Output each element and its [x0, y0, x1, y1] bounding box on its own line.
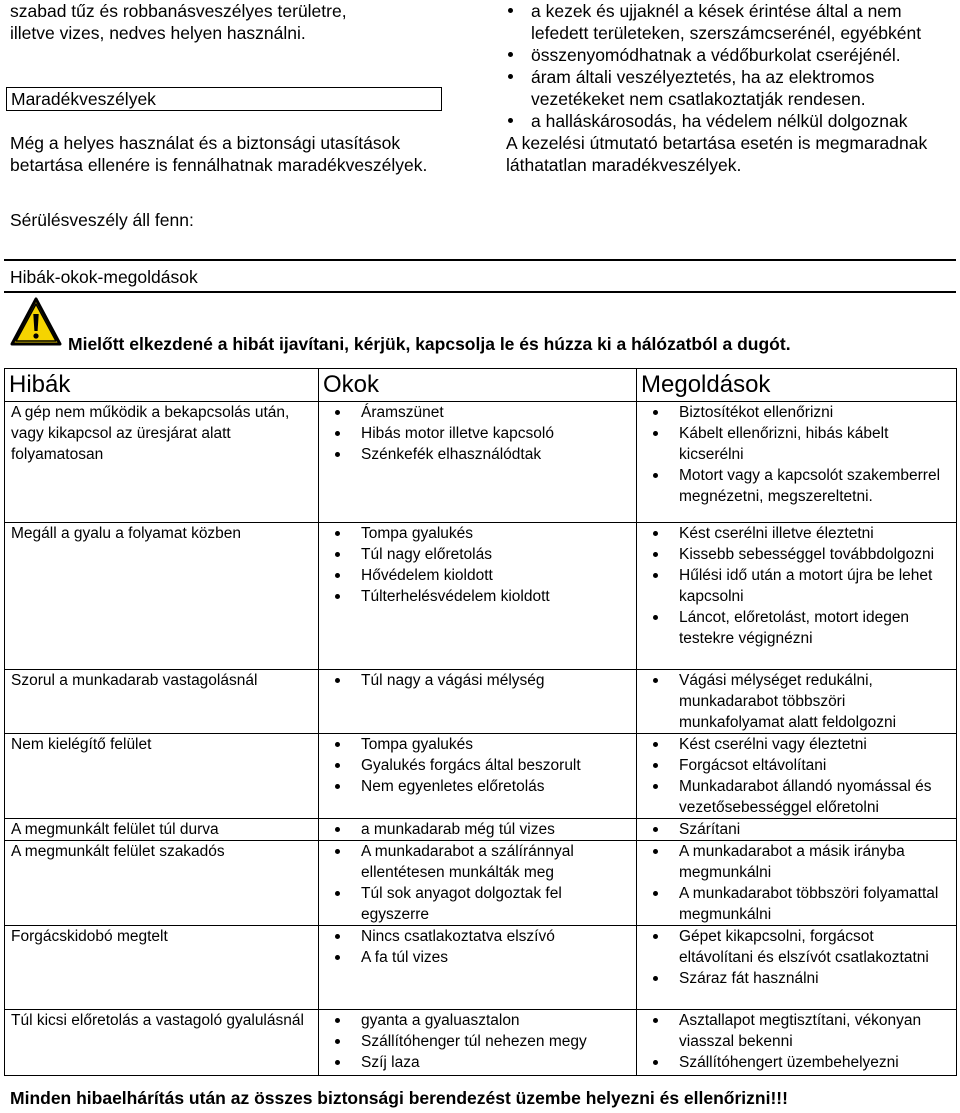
warning-text: Mielőtt elkezdené a hibát ijavítani, kérjük, kapcsolja le és húzza ki a hálózatból a dugót.: [68, 334, 791, 354]
bullet-icon: [653, 849, 658, 854]
list-item: A munkadarabot a szálíránnyal ellentétesen munkálták meg: [319, 841, 632, 883]
list-item: Szállítóhengert üzembehelyezni: [637, 1052, 952, 1073]
causes-cell: [319, 670, 637, 734]
bullet-icon: [508, 8, 513, 13]
residual-risk-title: Maradékveszélyek: [11, 89, 156, 109]
causes-cell: [319, 402, 637, 523]
fault-cell: Forgácskidobó megtelt: [5, 926, 319, 1010]
injury-intro: Sérülésveszély áll fenn:: [10, 210, 194, 230]
bullet-icon: [335, 955, 340, 960]
column-header-causes: Okok: [319, 369, 637, 402]
list-item: Motort vagy a kapcsolót szakemberrel megnézetni, megszereltetni.: [637, 465, 952, 507]
bullet-icon: [653, 678, 658, 683]
bullet-icon: [653, 742, 658, 747]
causes-cell: [319, 926, 637, 1010]
list-item: Gépet kikapcsolni, forgácsot eltávolítani és elszívót csatlakoztatni: [637, 926, 952, 968]
solutions-cell: [637, 926, 957, 1010]
residual-risk-closing: A kezelési útmutató betartása esetén is megmaradnak láthatatlan maradékveszélyek.: [506, 133, 928, 175]
bullet-icon: [653, 473, 658, 478]
list-item: Túl sok anyagot dolgoztak fel egyszerre: [319, 883, 632, 925]
bullet-icon: [653, 934, 658, 939]
table-row: [5, 523, 957, 670]
intro-line-2: illetve vizes, nedves helyen használni.: [10, 23, 306, 43]
list-item: Kést cserélni illetve éleztetni: [637, 523, 952, 544]
bullet-icon: [508, 74, 513, 79]
table-row: [5, 819, 957, 841]
fault-cell: Nem kielégítő felület: [5, 734, 319, 819]
list-item: Nem egyenletes előretolás: [319, 776, 632, 797]
list-item: Nincs csatlakoztatva elszívó: [319, 926, 632, 947]
bullet-icon: [653, 976, 658, 981]
list-item: Gyalukés forgács által beszorult: [319, 755, 632, 776]
residual-risk-list: [506, 0, 956, 132]
bullet-icon: [653, 552, 658, 557]
bullet-icon: [335, 1039, 340, 1044]
solutions-cell: [637, 670, 957, 734]
bullet-icon: [653, 1018, 658, 1023]
fault-cell: A gép nem működik a bekapcsolás után, vagy kikapcsol az üresjárat alatt folyamatosan: [5, 402, 319, 523]
list-item: Kissebb sebességgel továbbdolgozni: [637, 544, 952, 565]
bullet-icon: [335, 849, 340, 854]
bullet-icon: [335, 891, 340, 896]
table-row: [5, 841, 957, 926]
bullet-icon: [653, 531, 658, 536]
list-item: Tompa gyalukés: [319, 523, 632, 544]
bullet-icon: [335, 742, 340, 747]
list-item: A munkadarabot többszöri folyamattal megmunkálni: [637, 883, 952, 925]
bullet-icon: [653, 431, 658, 436]
bullet-icon: [335, 594, 340, 599]
list-item: összenyomódhatnak a védőburkolat cseréjénél.: [506, 44, 956, 66]
intro-line-1: szabad tűz és robbanásveszélyes területre,: [10, 1, 347, 21]
bullet-icon: [335, 678, 340, 683]
column-header-solutions: Megoldások: [637, 369, 957, 402]
list-item: Hűlési idő után a motort újra be lehet kapcsolni: [637, 565, 952, 607]
residual-risk-paragraph: Még a helyes használat és a biztonsági utasítások betartása ellenére is fennálhatnak maradékveszélyek.: [10, 133, 428, 175]
residual-risk-list-block: [506, 0, 956, 176]
bullet-icon: [508, 52, 513, 57]
bullet-icon: [653, 615, 658, 620]
list-item: Szárítani: [637, 819, 952, 840]
list-item: Kábelt ellenőrizni, hibás kábelt kicserélni: [637, 423, 952, 465]
list-item: a kezek és ujjaknél a kések érintése által a nem lefedett területeken, szerszámcserénél, egyébként: [506, 0, 956, 44]
list-item: Hibás motor illetve kapcsoló: [319, 423, 632, 444]
table-row: [5, 734, 957, 819]
bullet-icon: [508, 118, 513, 123]
list-item: Túl nagy a vágási mélység: [319, 670, 632, 691]
bullet-icon: [653, 763, 658, 768]
bullet-icon: [653, 410, 658, 415]
footer-note: Minden hibaelhárítás után az összes biztonsági berendezést üzembe helyezni és ellenőrizni!!!: [10, 1088, 788, 1108]
warning-triangle-icon: [10, 297, 62, 347]
bullet-icon: [335, 763, 340, 768]
fault-cell: Túl kicsi előretolás a vastagoló gyalulásnál: [5, 1010, 319, 1076]
table-header-row: [5, 369, 957, 402]
table-row: [5, 926, 957, 1010]
causes-cell: [319, 841, 637, 926]
column-header-faults: Hibák: [5, 369, 319, 402]
solutions-cell: [637, 819, 957, 841]
causes-cell: [319, 819, 637, 841]
list-item: Láncot, előretolást, motort idegen testekre végignézni: [637, 607, 952, 649]
list-item: Szénkefék elhasználódtak: [319, 444, 632, 465]
table-row: [5, 670, 957, 734]
bullet-icon: [335, 431, 340, 436]
bullet-icon: [335, 934, 340, 939]
table-row: [5, 402, 957, 523]
solutions-cell: [637, 523, 957, 670]
bullet-icon: [335, 1018, 340, 1023]
bullet-icon: [653, 827, 658, 832]
bullet-icon: [335, 531, 340, 536]
list-item: Túl nagy előretolás: [319, 544, 632, 565]
list-item: A fa túl vizes: [319, 947, 632, 968]
bullet-icon: [335, 827, 340, 832]
list-item: Tompa gyalukés: [319, 734, 632, 755]
section-divider-bottom: [4, 291, 956, 293]
bullet-icon: [335, 784, 340, 789]
list-item: Asztallapot megtisztítani, vékonyan viasszal bekenni: [637, 1010, 952, 1052]
bullet-icon: [335, 573, 340, 578]
solutions-cell: [637, 734, 957, 819]
bullet-icon: [653, 573, 658, 578]
bullet-icon: [335, 410, 340, 415]
list-item: a halláskárosodás, ha védelem nélkül dolgoznak: [506, 110, 956, 132]
fault-cell: A megmunkált felület szakadós: [5, 841, 319, 926]
list-item: Munkadarabot állandó nyomással és vezetősebességgel előretolni: [637, 776, 952, 818]
causes-cell: [319, 523, 637, 670]
list-item: Kést cserélni vagy éleztetni: [637, 734, 952, 755]
list-item: Forgácsot eltávolítani: [637, 755, 952, 776]
fault-cell: Megáll a gyalu a folyamat közben: [5, 523, 319, 670]
bullet-icon: [653, 784, 658, 789]
list-item: Vágási mélységet redukálni, munkadarabot többszöri munkafolyamat alatt feldolgozni: [637, 670, 952, 733]
bullet-icon: [335, 452, 340, 457]
list-item: Hővédelem kioldott: [319, 565, 632, 586]
causes-cell: [319, 734, 637, 819]
causes-cell: [319, 1010, 637, 1076]
bullet-icon: [335, 552, 340, 557]
list-item: Túlterhelésvédelem kioldott: [319, 586, 632, 607]
section-divider-top: [4, 259, 956, 261]
list-item: A munkadarabot a másik irányba megmunkálni: [637, 841, 952, 883]
list-item: áram általi veszélyeztetés, ha az elektromos vezetékeket nem csatlakoztatják rendesen.: [506, 66, 956, 110]
list-item: Szíj laza: [319, 1052, 632, 1073]
bullet-icon: [653, 891, 658, 896]
list-item: Száraz fát használni: [637, 968, 952, 989]
list-item: Szállítóhenger túl nehezen megy: [319, 1031, 632, 1052]
table-row: [5, 1010, 957, 1076]
fault-cell: Szorul a munkadarab vastagolásnál: [5, 670, 319, 734]
fault-cell: A megmunkált felület túl durva: [5, 819, 319, 841]
solutions-cell: [637, 841, 957, 926]
bullet-icon: [335, 1060, 340, 1065]
solutions-cell: [637, 402, 957, 523]
solutions-cell: [637, 1010, 957, 1076]
bullet-icon: [653, 1060, 658, 1065]
list-item: Áramszünet: [319, 402, 632, 423]
list-item: Biztosítékot ellenőrizni: [637, 402, 952, 423]
list-item: gyanta a gyaluasztalon: [319, 1010, 632, 1031]
troubleshooting-table: [4, 368, 957, 1076]
section-title: Hibák-okok-megoldások: [10, 267, 198, 287]
list-item: a munkadarab még túl vizes: [319, 819, 632, 840]
residual-risk-box: [6, 87, 442, 111]
